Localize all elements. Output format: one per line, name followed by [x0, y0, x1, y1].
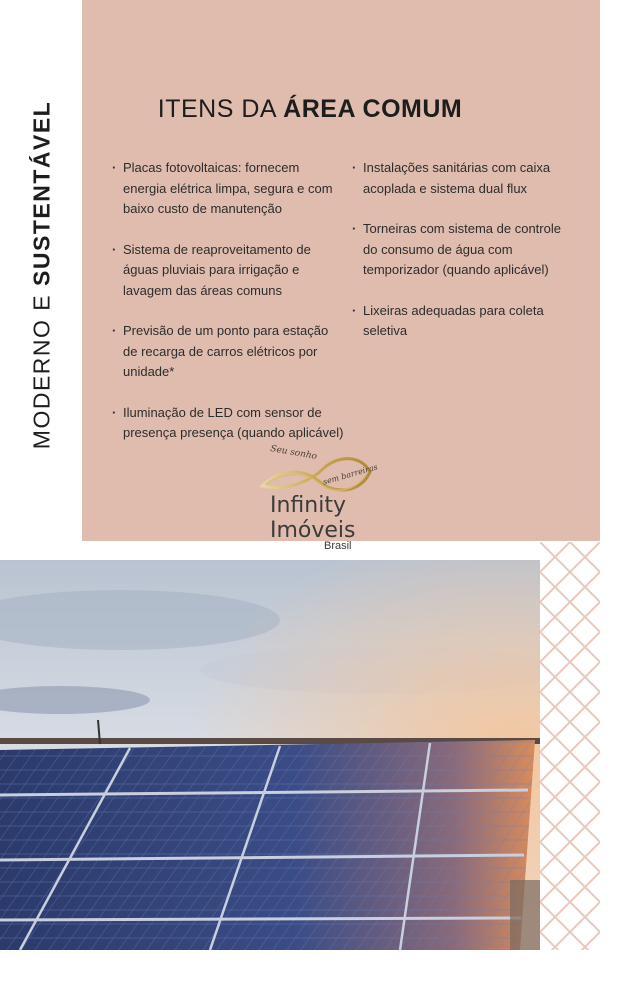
list-item: · Placas fotovoltaicas: fornecem energia elétrica limpa, segura e com baixo custo de manutenção: [112, 158, 344, 220]
heading-bold: ÁREA COMUM: [283, 95, 463, 123]
logo-name-3: Brasil: [324, 540, 352, 552]
list-item: · Lixeiras adequadas para coleta seletiva: [352, 301, 562, 342]
list-item: · Instalações sanitárias com caixa acoplada e sistema dual flux: [352, 158, 562, 199]
side-title-light: MODERNO E: [28, 285, 55, 450]
list-item: · Sistema de reaproveitamento de águas pluviais para irrigação e lavagem das áreas comuns: [112, 240, 344, 302]
logo-tagline-1: Seu sonho: [269, 443, 318, 463]
list-item: · Iluminação de LED com sensor de presença presença (quando aplicável): [112, 403, 344, 444]
section-heading: [110, 95, 510, 124]
heading-light: ITENS DA: [157, 95, 284, 123]
herringbone-pattern: [540, 542, 600, 950]
solar-panels-photo: [0, 560, 540, 950]
list-item: · Torneiras com sistema de controle do consumo de água com temporizador (quando aplicável): [352, 219, 562, 281]
list-item: · Previsão de um ponto para estação de recarga de carros elétricos por unidade*: [112, 321, 344, 383]
logo-name-1: Infinity: [270, 493, 346, 518]
side-title: [22, 100, 62, 450]
side-title-bold: SUSTENTÁVEL: [28, 100, 55, 286]
logo-tagline-2: sem barreiras: [321, 462, 379, 487]
items-right-column: [352, 158, 562, 362]
logo-name-2: Imóveis: [270, 518, 356, 543]
infinity-imoveis-logo: [252, 443, 382, 556]
items-left-column: [112, 158, 344, 464]
